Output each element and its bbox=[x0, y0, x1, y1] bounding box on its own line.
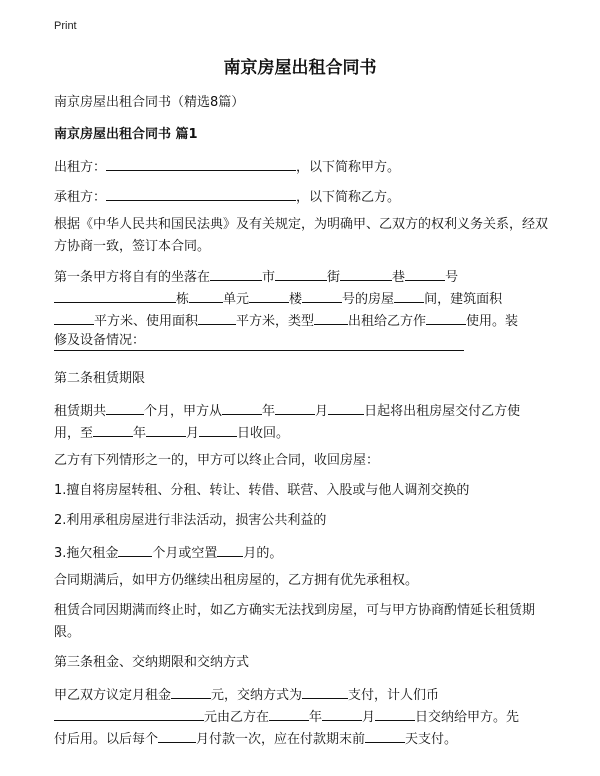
blank bbox=[222, 400, 262, 415]
article3-text: 支付，计人们币 bbox=[348, 688, 440, 703]
article3-title: 第三条租金、交纳期限和交纳方式 bbox=[54, 655, 250, 670]
article3-text: 元，交纳方式为 bbox=[211, 688, 303, 703]
blank bbox=[328, 400, 364, 415]
lessee-line bbox=[54, 186, 400, 207]
article1-line1 bbox=[54, 266, 458, 287]
article3-text: 元由乙方在 bbox=[204, 710, 270, 725]
article1-text: 巷 bbox=[392, 270, 406, 285]
article1-text: 出租给乙方作 bbox=[348, 314, 427, 329]
article2-text: 日起将出租房屋交付乙方使 bbox=[364, 404, 521, 419]
article3-text: 付后用。以后每个 bbox=[54, 732, 159, 747]
blank bbox=[302, 684, 348, 699]
article2-text: 个月，甲方从 bbox=[144, 404, 223, 419]
equipment-blank-line bbox=[54, 350, 464, 351]
article2-text: 年 bbox=[262, 404, 276, 419]
article3-text: 月付款一次，应在付款期末前 bbox=[196, 732, 366, 747]
item3-text: 个月或空置 bbox=[152, 546, 218, 561]
blank bbox=[426, 310, 466, 325]
blank bbox=[365, 728, 405, 743]
renewal-paragraph: 合同期满后，如甲方仍继续出租房屋的，乙方拥有优先承租权。 bbox=[54, 573, 419, 588]
blank bbox=[322, 706, 362, 721]
article1-text: 平方米，类型 bbox=[236, 314, 315, 329]
blank bbox=[405, 266, 445, 281]
article3-line2 bbox=[54, 706, 519, 727]
article1-text: 街 bbox=[327, 270, 341, 285]
blank bbox=[275, 400, 315, 415]
article3-text: 甲乙双方议定月租金 bbox=[54, 688, 172, 703]
article1-text: 平方米、使用面积 bbox=[94, 314, 199, 329]
blank bbox=[54, 310, 94, 325]
blank bbox=[210, 266, 262, 281]
article1-text: 栋 bbox=[176, 292, 190, 307]
article2-text: 日收回。 bbox=[237, 426, 290, 441]
article1-text: 使用。装 bbox=[466, 314, 519, 329]
article1-line4: 修及设备情况： bbox=[54, 333, 146, 348]
article1-text: 市 bbox=[262, 270, 276, 285]
article2-text: 租赁期共 bbox=[54, 404, 107, 419]
blank bbox=[146, 422, 186, 437]
article1-text: 单元 bbox=[223, 292, 250, 307]
print-label: Print bbox=[54, 20, 77, 32]
termination-conditions: 乙方有下列情形之一的，甲方可以终止合同，收回房屋： bbox=[54, 453, 380, 468]
lessor-blank bbox=[106, 156, 296, 171]
extension-paragraph: 租赁合同因期满而终止时，如乙方确实无法找到房屋，可与甲方协商酌情延长租赁期限。 bbox=[54, 603, 536, 640]
article1-line3 bbox=[54, 310, 518, 331]
law-paragraph: 根据《中华人民共和国民法典》及有关规定，为明确甲、乙双方的权利义务关系，经双方协商一致，签订本合同。 bbox=[54, 217, 549, 254]
blank bbox=[189, 288, 223, 303]
blank bbox=[54, 288, 176, 303]
lessor-suffix: ，以下简称甲方。 bbox=[296, 160, 401, 175]
item3-text: 3.拖欠租金 bbox=[54, 546, 119, 561]
blank bbox=[269, 706, 309, 721]
article3-line1 bbox=[54, 684, 439, 705]
article2-text: 用，至 bbox=[54, 426, 94, 441]
blank bbox=[118, 542, 152, 557]
blank bbox=[199, 422, 237, 437]
article3-line3 bbox=[54, 728, 457, 749]
blank bbox=[340, 266, 392, 281]
article3-text: 日交纳给甲方。先 bbox=[415, 710, 520, 725]
blank bbox=[249, 288, 289, 303]
article1-text: 号的房屋 bbox=[342, 292, 395, 307]
lessor-line bbox=[54, 156, 400, 177]
lessor-label: 出租方： bbox=[54, 160, 107, 175]
article3-text: 年 bbox=[309, 710, 323, 725]
condition-item-3 bbox=[54, 542, 282, 563]
document-title: 南京房屋出租合同书 bbox=[223, 58, 377, 78]
lessee-suffix: ，以下简称乙方。 bbox=[296, 190, 401, 205]
article1-text: 楼 bbox=[289, 292, 303, 307]
blank bbox=[93, 422, 133, 437]
blank bbox=[375, 706, 415, 721]
article1-text: 第一条甲方将自有的坐落在 bbox=[54, 270, 211, 285]
article3-text: 月 bbox=[362, 710, 376, 725]
article2-line2 bbox=[54, 422, 289, 443]
blank bbox=[275, 266, 327, 281]
blank bbox=[106, 400, 144, 415]
lessee-blank bbox=[106, 186, 296, 201]
blank bbox=[302, 288, 342, 303]
blank bbox=[158, 728, 196, 743]
blank bbox=[198, 310, 236, 325]
article3-text: 天支付。 bbox=[405, 732, 458, 747]
article2-line1 bbox=[54, 400, 520, 421]
condition-item-1: 1.擅自将房屋转租、分租、转让、转借、联营、入股或与他人调剂交换的 bbox=[54, 483, 470, 498]
item3-text: 月的。 bbox=[243, 546, 283, 561]
blank bbox=[217, 542, 243, 557]
blank bbox=[394, 288, 424, 303]
condition-item-2: 2.利用承租房屋进行非法活动，损害公共利益的 bbox=[54, 513, 327, 528]
blank bbox=[171, 684, 211, 699]
blank bbox=[54, 706, 204, 721]
document-subtitle: 南京房屋出租合同书（精选8篇） bbox=[54, 95, 245, 110]
article2-text: 月 bbox=[186, 426, 200, 441]
blank bbox=[314, 310, 348, 325]
article1-text: 号 bbox=[445, 270, 459, 285]
article2-text: 年 bbox=[133, 426, 147, 441]
lessee-label: 承租方： bbox=[54, 190, 107, 205]
article1-line2 bbox=[54, 288, 502, 309]
section-title: 南京房屋出租合同书 篇1 bbox=[54, 127, 198, 142]
article2-text: 月 bbox=[315, 404, 329, 419]
article2-title: 第二条租赁期限 bbox=[54, 371, 146, 386]
article1-text: 间，建筑面积 bbox=[424, 292, 503, 307]
